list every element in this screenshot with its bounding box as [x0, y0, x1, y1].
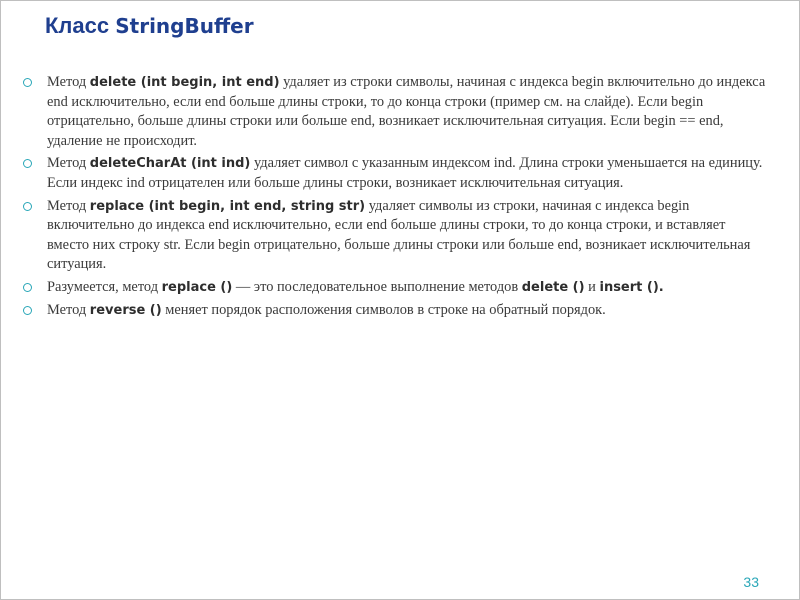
bullet-circle-icon: [23, 202, 32, 211]
method-signature: insert ().: [599, 279, 664, 295]
title-class-name: StringBuffer: [115, 14, 254, 38]
bullet-list: [21, 73, 771, 323]
list-item: Метод reverse () меняет порядок расположения символов в строке на обратный порядок.: [21, 301, 771, 321]
list-item: Метод replace (int begin, int end, string str) удаляет символы из строки, начиная с индекса begin включительно до индекса end исключительно, если end больше длины строки, то до конца строки, и вставляет вместо них строку str. Если begin отрицательно, больше длины строки или больше end, возникает исключительная ситуация.: [21, 197, 771, 275]
method-signature: delete (): [521, 279, 585, 295]
page-number: 33: [743, 574, 759, 590]
bullet-circle-icon: [23, 78, 32, 87]
bullet-circle-icon: [23, 306, 32, 315]
title-prefix: Класс: [45, 13, 116, 38]
method-signature: deleteCharAt (int ind): [89, 156, 251, 172]
bullet-circle-icon: [23, 283, 32, 292]
list-item: Метод deleteCharAt (int ind) удаляет символ с указанным индексом ind. Длина строки уменьшается на единицу. Если индекс ind отрицателен или больше длины строки, возникает исключительная ситуация.: [21, 154, 771, 193]
bullet-circle-icon: [23, 159, 32, 168]
slide-title: [45, 13, 254, 39]
method-signature: delete (int begin, int end): [89, 75, 280, 90]
method-signature: replace (int begin, int end, string str): [89, 198, 366, 214]
list-item: Разумеется, метод replace () — это последовательное выполнение методов delete () и insert ().: [21, 278, 771, 298]
method-signature: replace (): [161, 279, 233, 295]
method-signature: reverse (): [89, 302, 162, 318]
list-item: Метод delete (int begin, int end) удаляет из строки символы, начиная с индекса begin включительно до индекса end исключительно, если end больше длины строки, то до конца строки (пример см. на слайде). Если begin отрицательно, больше длины строки или больше end, возникает исключительная ситуация. Если begin == end, удаление не происходит.: [21, 73, 771, 151]
